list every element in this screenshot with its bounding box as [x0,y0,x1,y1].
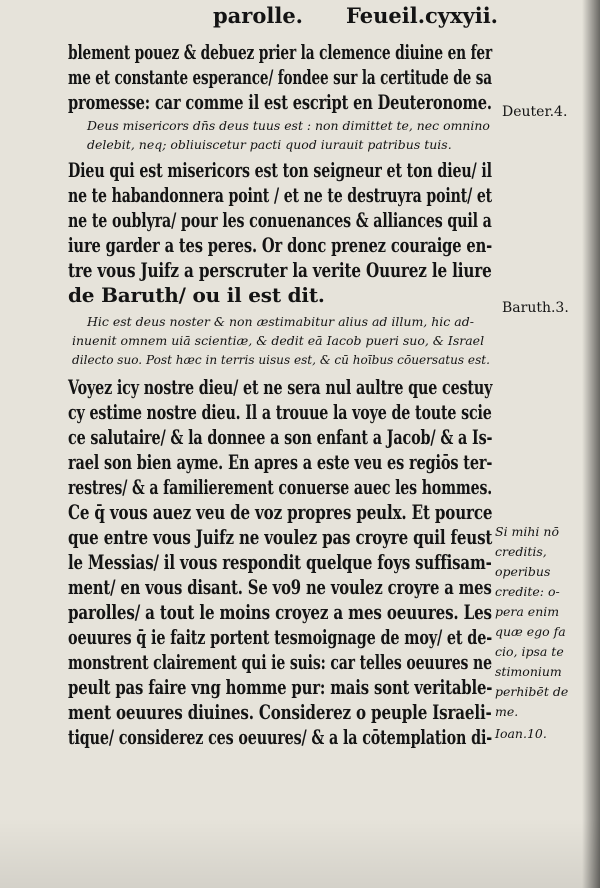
text-line: iure garder a tes peres. Or donc prenez couraige en- [68,233,493,257]
text-line: de Baruth/ ou il est dit. [68,283,325,307]
margin-note-joan-line: stimonium [495,664,562,679]
running-head: parolle. [213,3,303,28]
margin-note-deuter: Deuter.4. [502,104,568,120]
text-line: restres/ & a familierement conuerse auec les hommes. [68,475,493,499]
margin-note-joan-line: credite: o- [495,584,560,599]
text-line: Voyez icy nostre dieu/ et ne sera nul aultre que cestuy [68,375,493,399]
text-line: me et constante esperance/ fondee sur la certitude de sa [68,65,492,89]
text-line: que entre vous Juifz ne voulez pas croyre quil feust [68,525,493,549]
latin-quote-line: inuenit omnem uiā scientiæ, & dedit eā Iacob pueri suo, & Israel [72,333,485,348]
text-line: cy estime nostre dieu. Il a trouue la voye de toute scie [68,400,492,424]
text-line: monstrent clairement qui ie suis: car telles oeuures ne [68,650,492,674]
folio-number: Feueil.cyxyii. [346,3,498,28]
margin-note-joan-line: me. [495,704,519,719]
text-line: promesse: car comme il est escript en Deuteronome. [68,90,492,114]
text-line: tre vous Juifz a perscruter la verite Ouurez le liure [68,258,492,282]
text-line: ne te oublyra/ pour les conuenances & alliances quil a [68,208,492,232]
margin-note-joan-line: cio, ipsa te [495,644,564,659]
latin-quote-line: Hic est deus noster & non æstimabitur alius ad illum, hic ad- [87,314,474,329]
text-line: le Messias/ il vous respondit quelque foys suffisam- [68,550,492,574]
margin-note-joan-line: quæ ego fa [495,624,566,639]
margin-note-joan-line: creditis, [495,544,547,559]
text-line: rael son bien ayme. En apres a este veu es regiōs ter- [68,450,493,474]
text-line: ce salutaire/ & la donnee a son enfant a Jacob/ & a Is- [68,425,493,449]
margin-note-joan-line: pera enim [495,604,560,619]
text-line: ment/ en vous disant. Se vo9 ne voulez croyre a mes [68,575,492,599]
text-line: ne te habandonnera point / et ne te destruyra point/ et [68,183,493,207]
margin-note-joan-line: Si mihi nō [495,524,559,539]
text-line: Ce q̄ vous auez veu de voz propres peulx. Et pource [68,500,493,524]
margin-note-joan-line: operibus [495,564,551,579]
text-line: oeuures q̄ ie faitz portent tesmoignage de moy/ et de- [68,625,493,649]
text-line: ment oeuures diuines. Considerez o peuple Israeli- [68,700,492,724]
text-line: peult pas faire vng homme pur: mais sont veritable- [68,675,493,699]
margin-note-baruth: Baruth.3. [502,300,569,316]
latin-quote-line: delebit, neq; obliuiscetur pacti quod iurauit patribus tuis. [87,137,452,152]
text-line: tique/ considerez ces oeuures/ & a la cōtemplation di- [68,725,493,749]
page-bottom-shadow [0,818,600,888]
text-line: blement pouez & debuez prier la clemence diuine en fer [68,40,493,64]
margin-note-joan-line: perhibēt de [495,684,569,699]
text-line: parolles/ a tout le moins croyez a mes oeuures. Les [68,600,492,624]
margin-note-joan-ref: Ioan.10. [495,726,547,741]
text-line: Dieu qui est misericors est ton seigneur et ton dieu/ il [68,158,492,182]
latin-quote-line: dilecto suo. Post hæc in terris uisus est, & cū hoībus cōuersatus est. [72,352,490,367]
latin-quote-line: Deus misericors dn̄s deus tuus est : non dimittet te, nec omnino [87,118,490,133]
page-edge-shadow [582,0,600,888]
